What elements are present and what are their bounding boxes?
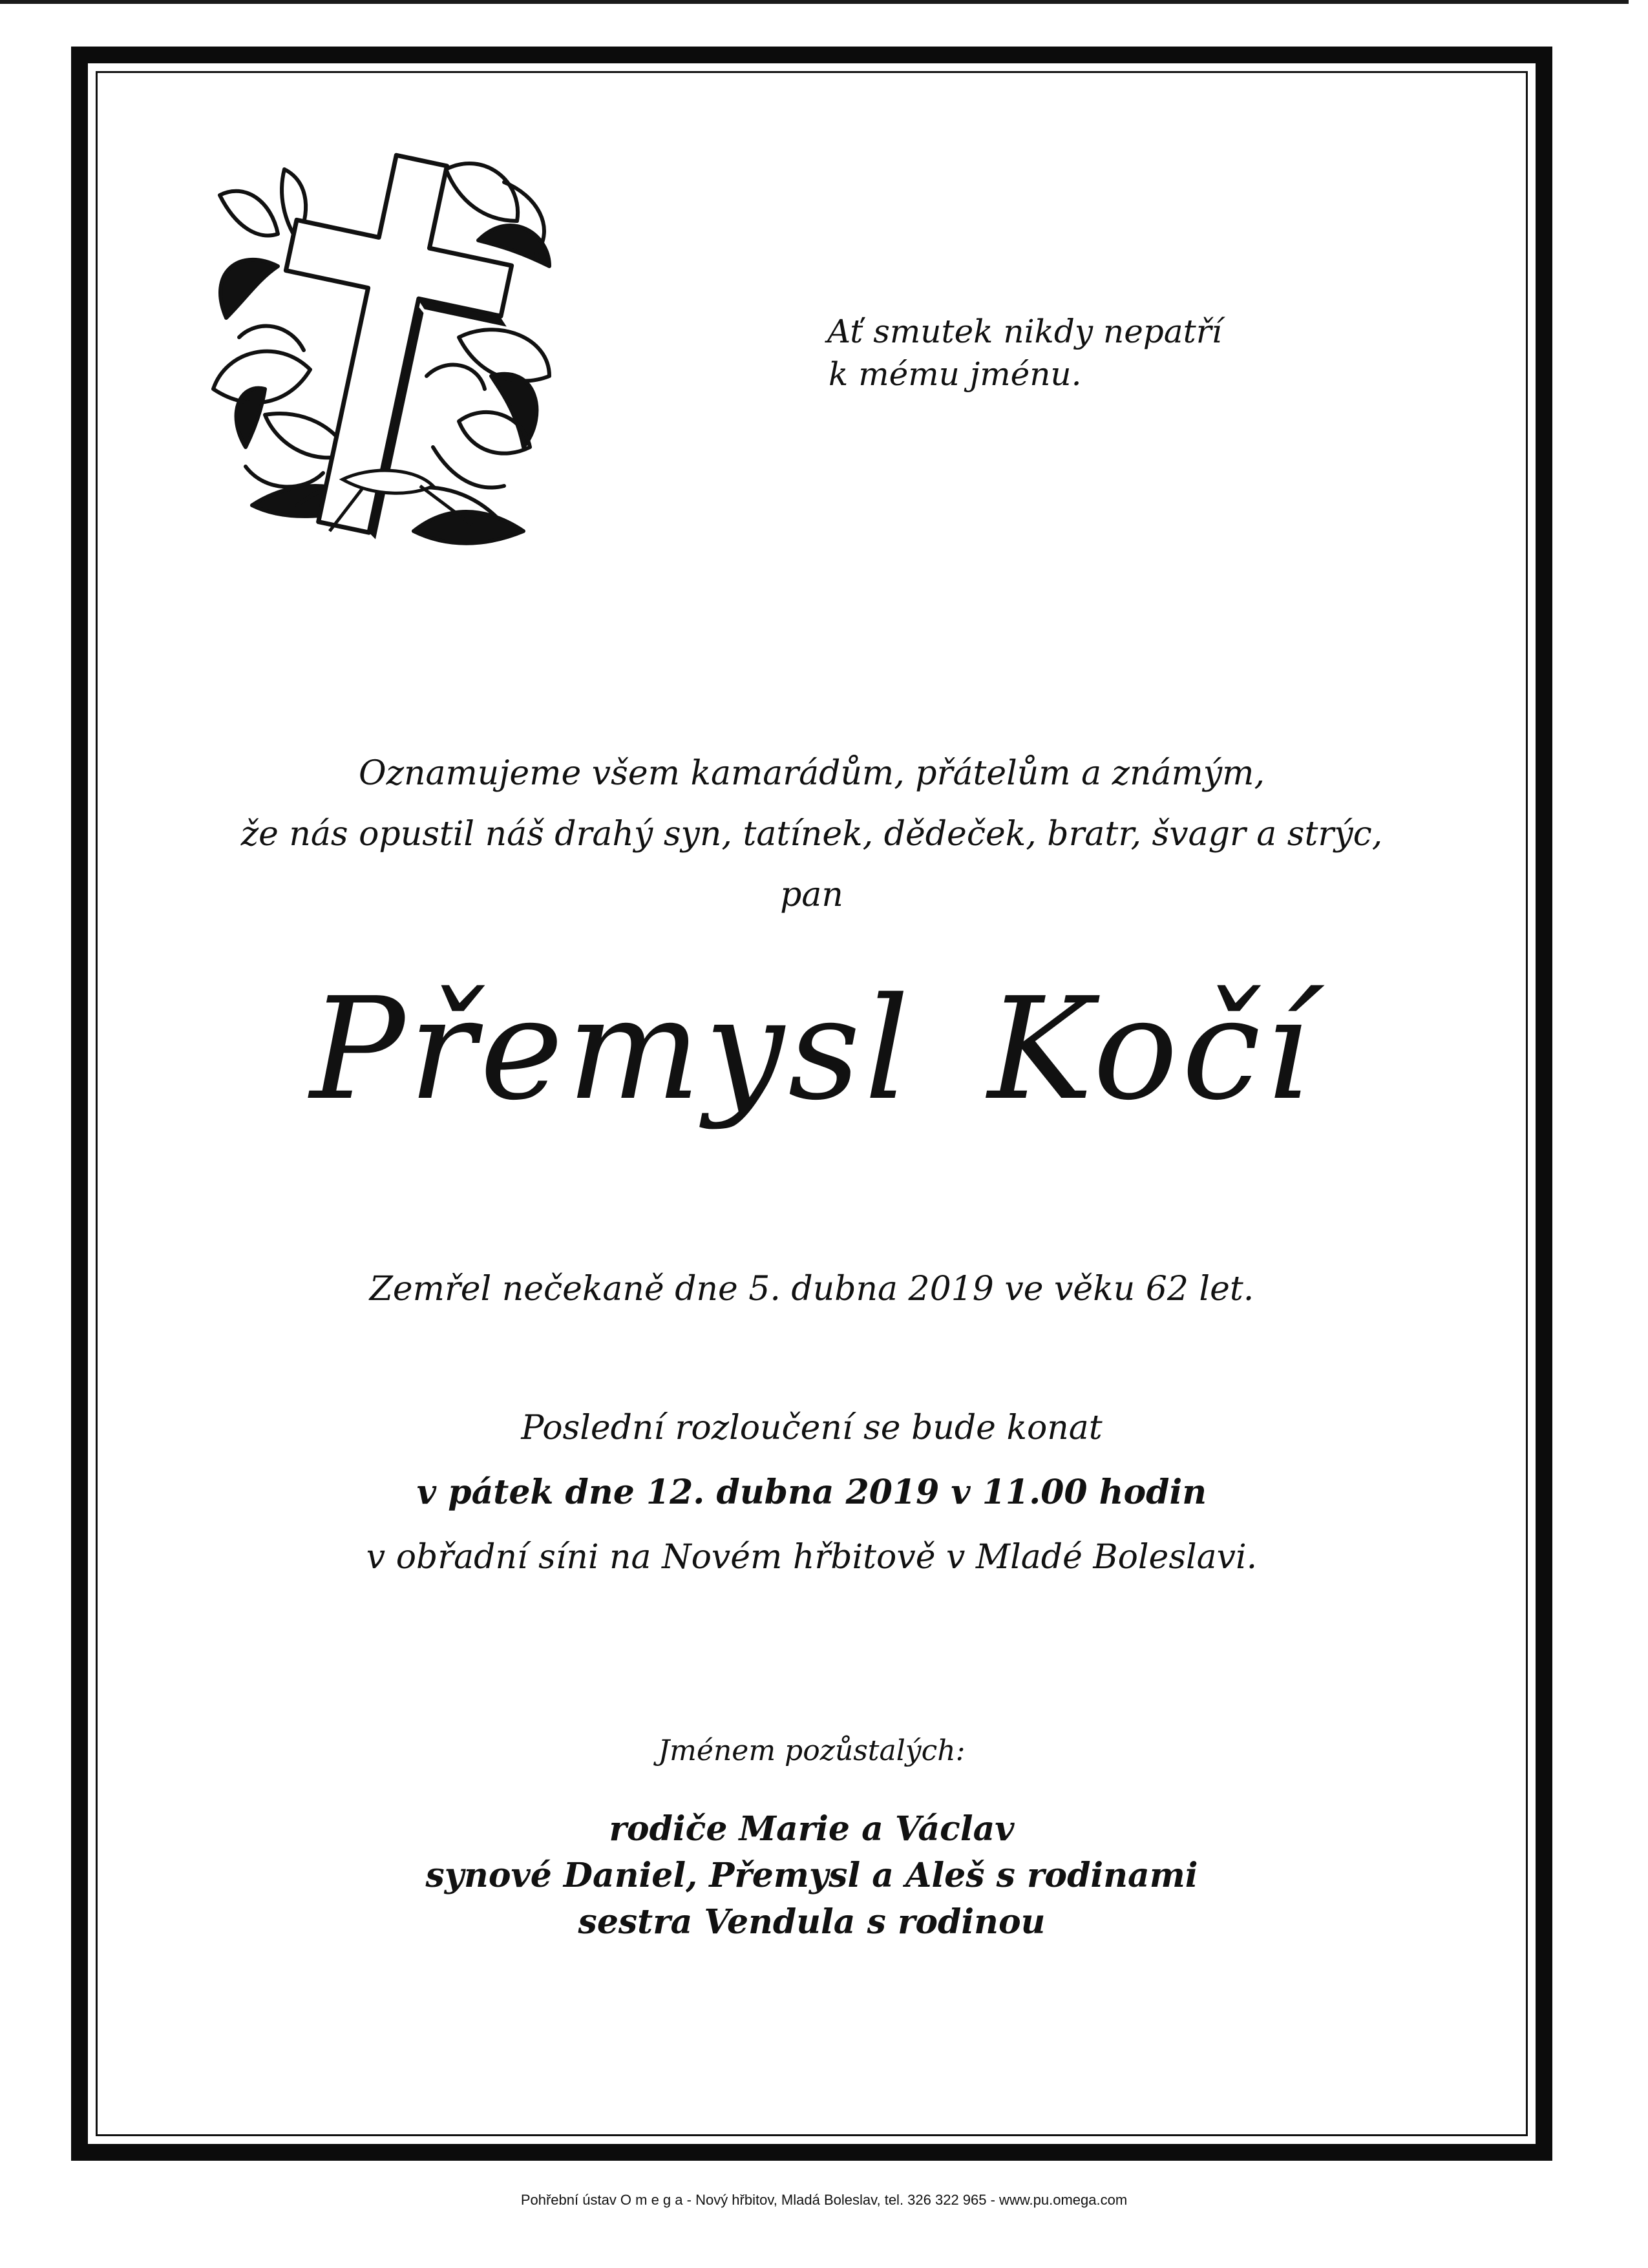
farewell-date: v pátek dne 12. dubna 2019 v 11.00 hodin (416, 1473, 1207, 1512)
funeral-home-footer: Pohřební ústav O m e g a - Nový hřbitov, Mladá Boleslav, tel. 326 322 965 - www.pu.omega.com (520, 2192, 1128, 2208)
cross-with-lilies-icon (200, 143, 562, 557)
farewell-place: v obřadní síni na Novém hřbitově v Mladé Boleslavi. (366, 1538, 1258, 1577)
farewell-line: Poslední rozloučení se bude konat (521, 1409, 1103, 1447)
announcement-line: Oznamujeme všem kamarádům, přátelům a známým, (358, 754, 1265, 793)
motto-line: Ať smutek nikdy nepatří (827, 313, 1222, 350)
farewell-info (88, 1396, 1536, 1590)
mourner-line: rodiče Marie a Václav (609, 1809, 1015, 1849)
deceased-name: Přemysl Kočí (310, 968, 1314, 1131)
death-notice: Zemřel nečekaně dne 5. dubna 2019 ve věku 62 let. (369, 1270, 1254, 1308)
mourner-line: sestra Vendula s rodinou (578, 1902, 1046, 1942)
mourners-label: Jménem pozůstalých: (658, 1734, 966, 1767)
announcement-line: pan (780, 876, 843, 914)
motto (827, 310, 1409, 395)
mourners-list (88, 1806, 1536, 1946)
motto-line: k mému jménu. (829, 355, 1082, 393)
announcement-line: že nás opustil náš drahý syn, tatínek, dědeček, bratr, švagr a strýc, (240, 815, 1383, 854)
scan-top-edge (0, 0, 1629, 4)
announcement (88, 743, 1536, 925)
mourner-line: synové Daniel, Přemysl a Aleš s rodinami (425, 1856, 1198, 1895)
